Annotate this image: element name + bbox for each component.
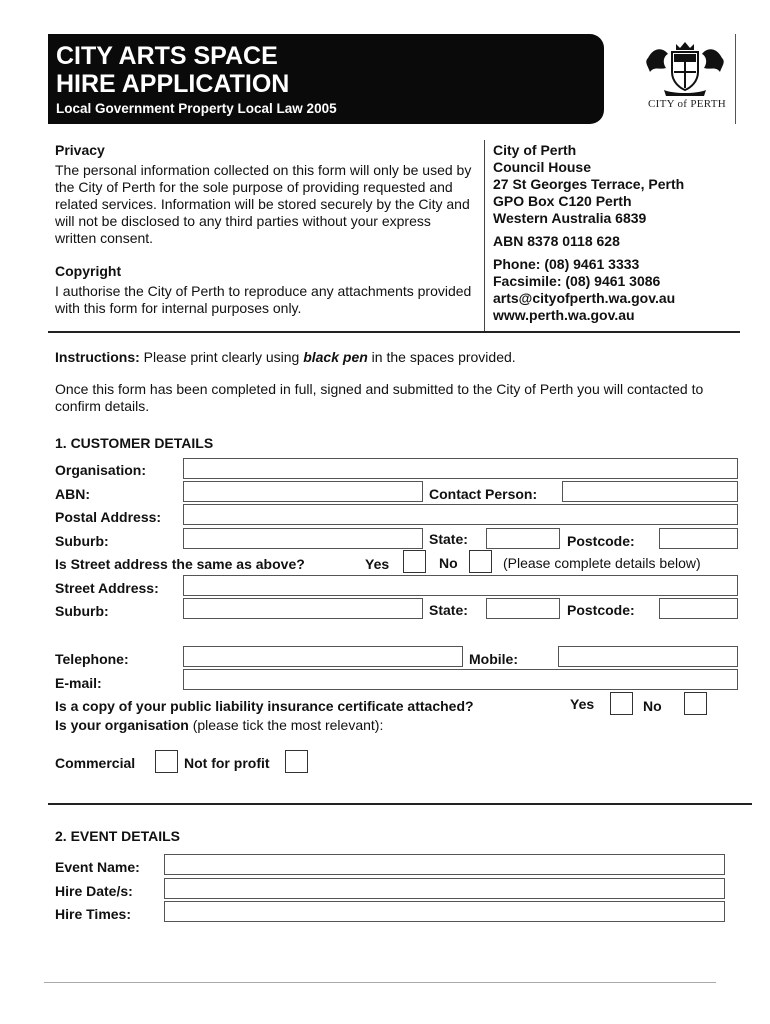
commercial-checkbox[interactable] — [155, 750, 178, 773]
hire-times-field[interactable] — [164, 901, 725, 922]
city-of-perth-logo-text: CITY of PERTH — [648, 98, 726, 110]
contact-abn: ABN 8378 0118 628 — [493, 233, 620, 249]
abn-label: ABN: — [55, 486, 90, 502]
contact-line-5: Western Australia 6839 — [493, 210, 647, 226]
completion-note: Once this form has been completed in full, signed and submitted to the City of Perth you will contacted to confirm details. — [55, 381, 704, 414]
postal-address-field[interactable] — [183, 504, 738, 525]
contact-line-3: 27 St Georges Terrace, Perth — [493, 176, 685, 192]
street-state-field[interactable] — [486, 598, 560, 619]
title-line-2: HIRE APPLICATION — [56, 70, 290, 98]
city-of-perth-crest-icon — [640, 38, 730, 98]
copyright-text: I authorise the City of Perth to reproduce any attachments provided with this form for internal purposes only. — [55, 283, 472, 316]
mobile-field[interactable] — [558, 646, 738, 667]
event-name-field[interactable] — [164, 854, 725, 875]
contact-line-1: City of Perth — [493, 142, 577, 158]
privacy-heading: Privacy — [55, 142, 105, 158]
organisation-type-question — [55, 717, 383, 734]
copyright-heading: Copyright — [55, 263, 122, 279]
street-postcode-field[interactable] — [659, 598, 738, 619]
instructions — [55, 349, 745, 366]
street-same-question: Is Street address the same as above? — [55, 556, 305, 572]
logo-divider — [735, 34, 736, 124]
state-field[interactable] — [486, 528, 560, 549]
insurance-yes-label: Yes — [570, 696, 595, 712]
contact-website: www.perth.wa.gov.au — [493, 307, 635, 323]
section-2-heading: 2. EVENT DETAILS — [55, 828, 180, 844]
telephone-field[interactable] — [183, 646, 463, 667]
contact-line-4: GPO Box C120 Perth — [493, 193, 632, 209]
footer-rule — [44, 982, 716, 983]
contact-fax: Facsimile: (08) 9461 3086 — [493, 273, 661, 289]
instructions-emphasis: black pen — [303, 349, 368, 365]
section-divider-2 — [48, 803, 752, 805]
abn-field[interactable] — [183, 481, 423, 502]
state-label: State: — [429, 531, 468, 547]
commercial-label: Commercial — [55, 755, 136, 771]
instructions-label: Instructions: — [55, 349, 140, 365]
subtitle: Local Government Property Local Law 2005 — [56, 101, 337, 116]
suburb-field[interactable] — [183, 528, 423, 549]
postal-address-label: Postal Address: — [55, 509, 162, 525]
postcode-label: Postcode: — [567, 533, 635, 549]
complete-below-note: (Please complete details below) — [503, 555, 701, 571]
suburb-label: Suburb: — [55, 533, 109, 549]
insurance-no-label: No — [643, 698, 662, 714]
street-same-yes-checkbox[interactable] — [403, 550, 426, 573]
street-postcode-label: Postcode: — [567, 602, 635, 618]
contact-person-field[interactable] — [562, 481, 738, 502]
street-suburb-label: Suburb: — [55, 603, 109, 619]
contact-line-2: Council House — [493, 159, 592, 175]
mobile-label: Mobile: — [469, 651, 518, 667]
email-field[interactable] — [183, 669, 738, 690]
section-1-heading: 1. CUSTOMER DETAILS — [55, 435, 214, 451]
organisation-field[interactable] — [183, 458, 738, 479]
instructions-text-1: Please print clearly using — [139, 349, 304, 365]
street-same-no-checkbox[interactable] — [469, 550, 492, 573]
insurance-question: Is a copy of your public liability insurance certificate attached? — [55, 698, 474, 714]
street-address-label: Street Address: — [55, 580, 159, 596]
insurance-no-checkbox[interactable] — [684, 692, 707, 715]
column-divider — [484, 140, 485, 332]
not-for-profit-checkbox[interactable] — [285, 750, 308, 773]
contact-details — [493, 256, 675, 324]
street-state-label: State: — [429, 602, 468, 618]
not-for-profit-label: Not for profit — [184, 755, 270, 771]
title-banner — [48, 34, 604, 124]
street-suburb-field[interactable] — [183, 598, 423, 619]
organisation-type-rest: (please tick the most relevant): — [188, 717, 384, 733]
organisation-type-bold: Is your organisation — [55, 717, 189, 733]
contact-email: arts@cityofperth.wa.gov.au — [493, 290, 676, 306]
contact-address — [493, 142, 684, 227]
contact-person-label: Contact Person: — [429, 486, 538, 502]
hire-dates-label: Hire Date/s: — [55, 883, 133, 899]
street-same-no-label: No — [439, 555, 458, 571]
organisation-label: Organisation: — [55, 462, 147, 478]
postcode-field[interactable] — [659, 528, 738, 549]
instructions-text-2: in the spaces provided. — [367, 349, 516, 365]
title-line-1: CITY ARTS SPACE — [56, 42, 278, 70]
insurance-yes-checkbox[interactable] — [610, 692, 633, 715]
email-label: E-mail: — [55, 675, 102, 691]
hire-times-label: Hire Times: — [55, 906, 131, 922]
event-name-label: Event Name: — [55, 859, 140, 875]
street-address-field[interactable] — [183, 575, 738, 596]
section-divider — [48, 331, 740, 333]
telephone-label: Telephone: — [55, 651, 129, 667]
street-same-yes-label: Yes — [365, 556, 390, 572]
privacy-text: The personal information collected on this form will only be used by the City of Perth for the sole purpose of providing requested and related services. Information will be stored securely by the City and will not be disclosed to any third parties without your express written consent. — [55, 162, 472, 246]
hire-dates-field[interactable] — [164, 878, 725, 899]
contact-phone: Phone: (08) 9461 3333 — [493, 256, 640, 272]
